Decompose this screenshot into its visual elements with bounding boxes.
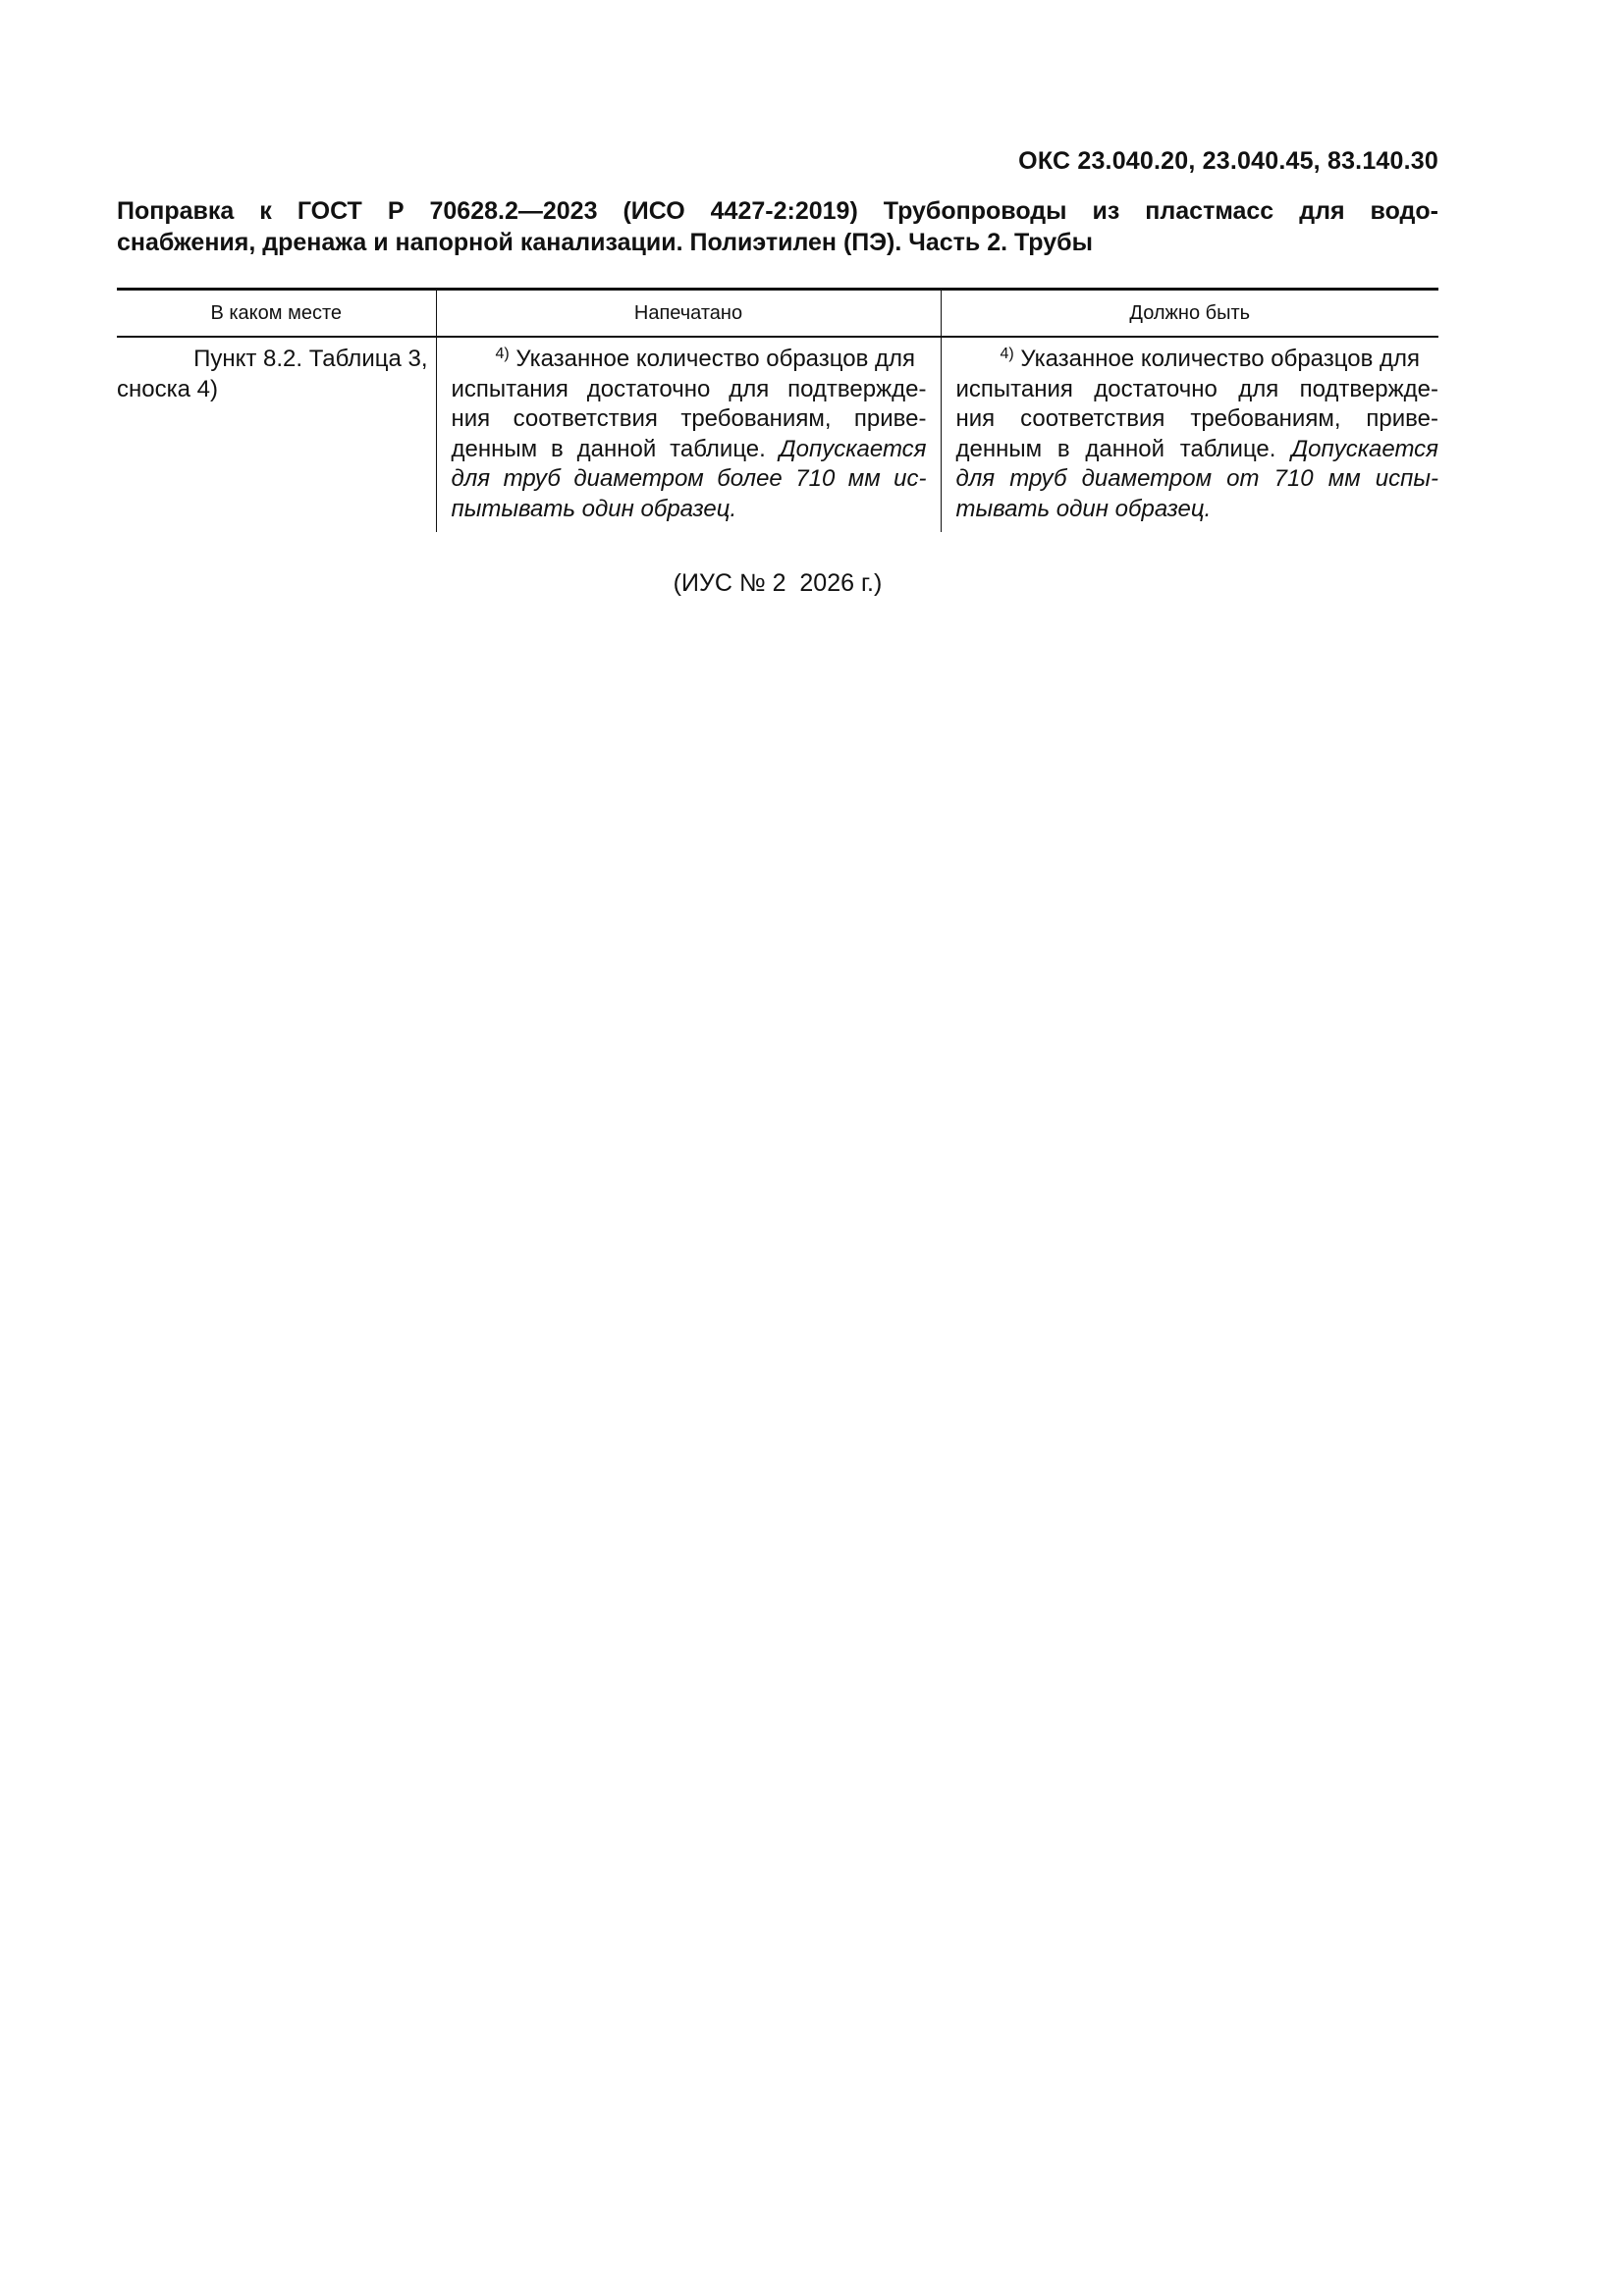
table-header-row — [117, 290, 1438, 338]
cell-location — [117, 337, 436, 532]
corrected-line — [956, 435, 1439, 465]
corrected-line — [956, 345, 1439, 375]
corrected-line: испытания достаточно для подтвержде- — [955, 375, 1438, 402]
column-header-printed: Напечатано — [436, 290, 941, 338]
ius-reference: (ИУС № 2 2026 г.) — [673, 569, 883, 597]
cell-printed — [436, 337, 941, 532]
column-header-location: В каком месте — [117, 290, 436, 338]
printed-line: испытания достаточно для подтвержде- — [451, 375, 927, 402]
amendment-table-container — [117, 288, 1438, 532]
corrected-line: ния соответствия требованиям, приве- — [955, 405, 1438, 432]
amendment-title-line: Поправка к ГОСТ Р 70628.2—2023 (ИСО 4427-2:2019) Трубопроводы из пластмасс для водо- — [117, 197, 1438, 225]
printed-line — [452, 345, 927, 375]
footnote-marker: 4) — [1000, 346, 1014, 362]
printed-line: пытывать один образец. — [451, 495, 737, 522]
corrected-text: денным в данной таблице. — [955, 435, 1292, 462]
printed-italic-text: Допускается — [779, 435, 927, 462]
corrected-text: Указанное количество образцов для — [1013, 346, 1421, 372]
amendment-title-line: снабжения, дренажа и напорной канализации. Полиэтилен (ПЭ). Часть 2. Трубы — [117, 229, 1093, 256]
corrected-line: тывать один образец. — [955, 495, 1212, 522]
printed-line: для труб диаметром более 710 мм ис- — [451, 465, 927, 492]
amendment-title — [117, 195, 1438, 258]
location-line: Пункт 8.2. Таблица 3, — [193, 346, 428, 372]
cell-should-be — [941, 337, 1438, 532]
column-header-should-be: Должно быть — [941, 290, 1438, 338]
footnote-marker: 4) — [495, 346, 510, 362]
printed-line: ния соответствия требованиям, приве- — [451, 405, 927, 432]
location-line: сноска 4) — [117, 375, 218, 402]
table-row — [117, 337, 1438, 532]
amendment-table — [117, 288, 1438, 532]
oks-classification-code: ОКС 23.040.20, 23.040.45, 83.140.30 — [1018, 147, 1438, 175]
printed-text: Указанное количество образцов для — [509, 346, 916, 372]
corrected-line: для труб диаметром от 710 мм испы- — [955, 465, 1438, 492]
printed-line — [452, 435, 927, 465]
corrected-italic-text: Допускается — [1291, 435, 1438, 462]
printed-text: денным в данной таблице. — [451, 435, 780, 462]
